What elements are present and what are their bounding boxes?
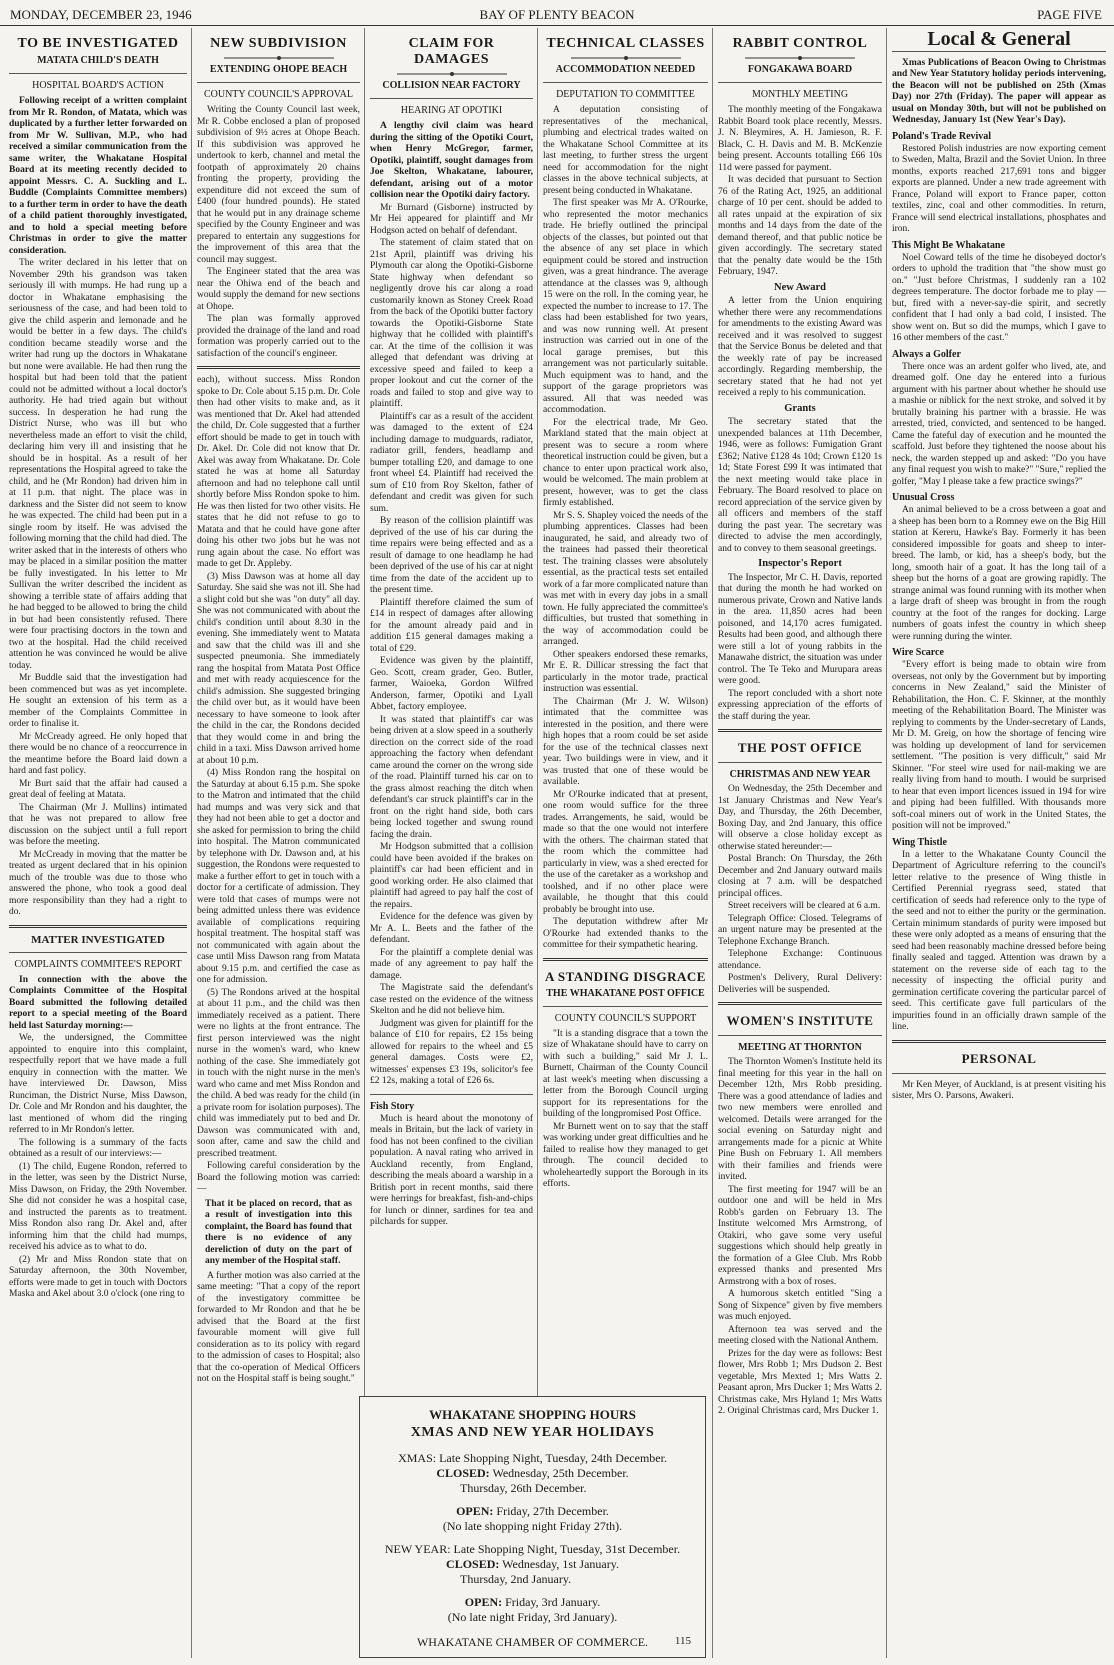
article-headline: THE POST OFFICE: [737, 740, 863, 755]
ad-value: Friday, 3rd January.: [505, 1595, 601, 1609]
paragraph: Mr O'Rourke indicated that at present, one room would suffice for the three trades. Arrangements, he said, would be made so that the one would not interfere with the others. The chairman stated that the room which the committee had particularly in view, was a shed erected for the use of the caretaker as a workshop and toolshed, and if no other place were available, he thought that this could probably be brought into use.: [543, 789, 708, 915]
column-6: [889, 28, 1109, 1660]
article-lead: In connection with the above the Complaints Committee of the Hospital Board submitted the following detailed report to a special meeting of the Board held last Saturday morning:—: [9, 974, 187, 1031]
notice: Xmas Publications of Beacon Owing to Christmas and New Year Statutory holiday periods intervening, the Beacon will not be published on 25th (Xmas Day) nor 27th (Friday). The paper will appear as usual on Monday 30th, but will not be published on Wednesday, January 1st (New Year's Day).: [892, 57, 1106, 125]
ad-line: XMAS: Late Shopping Night, Tuesday, 24th December.: [398, 1451, 667, 1465]
paragraph: Mr Burt said that the affair had caused a great deal of feeling at Matata.: [9, 778, 187, 800]
section-title: Local & General: [927, 28, 1071, 50]
paragraph: Mr Burnard (Gisborne) instructed by Mr Hei appeared for plaintiff and Mr Hodgson acted on behalf of defendant.: [370, 202, 533, 236]
article-subheading: DEPUTATION TO COMMITTEE: [556, 89, 695, 100]
divider: [9, 925, 187, 928]
paragraph: Plaintiff therefore claimed the sum of £14 in respect of damages after allowing for the amount already paid and in addition £15 general damages making a total of £29.: [370, 597, 533, 654]
column-3: [367, 28, 536, 1388]
ad-line: Thursday, 26th December.: [460, 1481, 587, 1495]
column-5: [715, 28, 885, 1660]
column-rule: [191, 28, 192, 1658]
ad-line: [360, 1466, 705, 1481]
article-subheading: MONTHLY MEETING: [751, 89, 849, 100]
ad-line: [360, 1595, 705, 1610]
paragraph: Writing the County Council last week, Mr R. Cobbe enclosed a plan of proposed subdivision of 9½ acres at Ohope Beach. If this subdivision was approved he undertook to kerb, channel and metal the footpath of approximately 20 chains fronting the property, providing the expenditure did not exceed the sum of £400 (four hundred pounds). He stated that he would put in any drainage scheme specified by the County Engineer and was prepared to entertain any suggestions for the improvement of this area that the council may suggest.: [197, 105, 360, 265]
ad-value: Wednesday, 25th December.: [492, 1466, 629, 1480]
paragraph: A humorous sketch entitled "Sing a Song of Sixpence" given by five members was much enjoyed.: [718, 1289, 882, 1322]
column-4: [540, 28, 711, 1388]
paragraph: Restored Polish industries are now exporting cement to Sweden, Malta, Brazil and the Soviet Union. In three months, exports reached 217,691 tons and bigger exports are planned. Under a new trade agreement with France, Poland will export to France paper, cotton textiles, zinc, coal and other commodities. In return, France will send electrical installations, phosphates and iron.: [892, 143, 1106, 234]
divider: [197, 82, 360, 83]
article-headline: WOMEN'S INSTITUTE: [726, 1013, 874, 1028]
paragraph: each), without success. Miss Rondon spoke to Dr. Cole about 5.15 p.m. Dr. Cole then had other visits to make and, as it was mentioned that Dr. Akel had attended the child, Dr. Cole suggested that a further effort should be made to get in touch with Dr. Akel. Dr. Cole did not know that Dr. Akel was away from Whakatane. Dr. Cole stated he was at home all Saturday afternoon and had no telephone call until shortly before Miss Rondon spoke to him. He was then listed for two other visits. He states that he did not refuse to go to Matata and that he could have gone after doing his other two jobs but he was not rung again about the case. No effort was made to get Dr. Appleby.: [197, 375, 360, 569]
masthead: [0, 0, 1114, 26]
paragraph: Much is heard about the monotony of meals in Britain, but the lack of variety in food has not been confined to the civilian population. A naval rating who arrived in Auckland recently, from England, describing the meals aboard a warship in a British port in recent months, said there were herrings for breakfast, fish-and-chips for lunch or dinner, sardines for tea and pilchards for supper.: [370, 1113, 533, 1227]
paragraph: Mr McCready in moving that the matter be treated as urgent declared that in his opinion much of the trouble was due to those who answered the phone, who took a good deal more responsibility than they had a right to do.: [9, 849, 187, 917]
paragraph: Mr Ken Meyer, of Auckland, is at present visiting his sister, Mrs O. Parsons, Awakeri.: [892, 1079, 1106, 1101]
article-subheading: MATATA CHILD'S DEATH: [37, 55, 159, 66]
paragraph: Following careful consideration by the Board the following motion was carried:—: [197, 1161, 360, 1194]
paragraph: It was decided that pursuant to Section 76 of the Rating Act, 1925, an additional charge of 10 per cent. should be added to all rates unpaid at the expiration of six months and 14 days from the date of the demand thereof, and that public notice be given accordingly. The secretary stated that the penalty date would be the 15th February, 1947.: [718, 175, 882, 277]
article-subheading: HEARING AT OPOTIKI: [400, 105, 503, 116]
paragraph: Postmen's Delivery, Rural Delivery: Deliveries will be suspended.: [718, 973, 882, 995]
divider: [718, 1035, 882, 1036]
item-heading: Poland's Trade Revival: [892, 130, 992, 142]
article-subheading: COUNTY COUNCIL'S APPROVAL: [203, 89, 354, 100]
page-number: PAGE FIVE: [1037, 7, 1102, 22]
paragraph: The report concluded with a short note expressing appreciation of the efforts of the staff during the year.: [718, 688, 882, 722]
divider: [718, 729, 882, 732]
ornament-rule-icon: [224, 55, 334, 61]
paragraph: Other speakers endorsed these remarks, Mr E. R. Dillicar stressing the fact that particularly in the motor trade, practical instruction was essential.: [543, 649, 708, 694]
divider: [892, 1040, 1106, 1043]
ad-label: CLOSED:: [436, 1466, 490, 1480]
divider: [9, 73, 187, 74]
column-2: [194, 28, 363, 1660]
section-heading: Inspector's Report: [758, 558, 842, 569]
divider: [370, 1094, 533, 1095]
paragraph: The first speaker was Mr A. O'Rourke, who represented the motor mechanics trade. He briefly outlined the principal objects of the classes, but pointed out that the absence of any set place in which equipment could be stored and instruction given, was a great hindrance. The average attendance at the classes was 9, although 15 were on the roll. In the coming year, he expected the number to increase to 17. The class had been established for two years, and was now running well. At present instruction was carried out in one of the local garage premises, but this arrangement was not particularly suitable. Much equipment was to hand, and the support of the garage proprietors was assured. All that was needed was accommodation.: [543, 198, 708, 415]
item-heading: Wire Scarce: [892, 647, 944, 658]
paragraph: The secretary stated that the unexpended balances at 11th December, 1946, were as follows: Fumigation Grant £362; Native £128 4s 10d; Crown £120 1s 1d; State Forest £99 It was intimated that the next meeting would take place in February. The Board resolved to place on record appreciation of the service given by all officers and members of the staff during the past year. The secretary was directed to advise the men accordingly, and to convey to them seasonal greetings.: [718, 417, 882, 554]
paragraph: The Engineer stated that the area was near the Ohiwa end of the beach and would supply the demand for new sections at Ohope.: [197, 267, 360, 312]
divider: [197, 366, 360, 369]
paragraph: Postal Branch: On Thursday, the 26th December and 2nd January outward mails closing at 7 a.m. will be despatched principal offices.: [718, 854, 882, 899]
paragraph: It was stated that plaintiff's car was being driven at a slow speed in a southerly direction on the correct side of the road approaching the factory when defendant came around the corner on the wrong side of the road. Plaintiff turned his car on to the grass almost reaching the ditch when defendant's car struck plaintiff's car in the front on the right hand side, both cars being locked together and swung round facing the drain.: [370, 714, 533, 840]
divider: [370, 98, 533, 99]
divider: [892, 1073, 1106, 1074]
ad-number: 115: [674, 1635, 691, 1647]
paragraph: The following is a summary of the facts obtained as a result of our interviews:—: [9, 1137, 187, 1159]
paragraph: We, the undersigned, the Committee appointed to enquire into this complaint, respectfully report that we have made a full enquiry in connection with the matter. We have interviewed Dr. Dawson, Miss Runciman, the District Nurse, Miss Dawson, Dr. Cole and Mr Rondon and his daughter, the last mentioned of whom did the ringing referred to in Mr Rondon's letter.: [9, 1033, 187, 1135]
paragraph: Plaintiff's car as a result of the accident was damaged to the extent of £24 including damage to mudguards, radiator, radiator grill, fenders, headlamp and bumper totalling £20, and damage to one front wheel £4. Plaintiff had received the sum of £10 from Roy Skelton, father of defendant and credit was given for such sum.: [370, 411, 533, 514]
article-lead: A lengthy civil claim was heard during the sitting of the Opotiki Court, when Henry McGregor, farmer, Opotiki, plaintiff, sought damages from Joe Skelton, Whakatane, labourer, defendant, arising out of a motor collision near the Opotiki dairy factory.: [370, 121, 533, 200]
article-headline: CLAIM FOR DAMAGES: [408, 36, 495, 67]
ad-signature: WHAKATANE CHAMBER OF COMMERCE.: [416, 1635, 649, 1649]
paragraph: The first meeting for 1947 will be an outdoor one and will be held in Mrs Robb's garden on February 13. The Institute welcomed Mrs Armstrong, of Otakiri, who gave some very useful suggestions which should help greatly in the formation of a Glee Club. Mrs Robb expressed thanks and presented Mrs Armstrong with a box of roses.: [718, 1184, 882, 1287]
paragraph: Evidence was given by the plaintiff, Geo. Scott, cream grader, Geo. Butler, farmer, Waioeka, Gordon Wilfred Anderson, farmer, Opotiki and Lyall Abbet, factory employee.: [370, 656, 533, 712]
paragraph: The Magistrate said the defendant's case rested on the evidence of the witness Skelton and he did not believe him.: [370, 983, 533, 1016]
paragraph: Mr Burnett went on to say that the staff was working under great difficulties and he failed to realise how they managed to get through. The council decided to wholeheartedly support the Borough in its efforts.: [543, 1121, 708, 1189]
paragraph: Mr S. S. Shapley voiced the needs of the plumbing apprentices. Classes had been inaugurated, he said, and already two of the trainees had passed their theoretical test. The training classes were absolutely essential, as the practical tests set entailed work of a far more complicated nature than was met with in every day jobs in a small town. He fully appreciated the committee's difficulties, but trusted that something in the way of accommodation could be arranged.: [543, 510, 708, 647]
paragraph: "Every effort is being made to obtain wire from overseas, not only by the Government but by importing concerns in New Zealand," said the Minister of Rehabilitation, the Hon. C. F. Skinner, at the monthly meeting of the Rehabilitation Board. The Minister was replying to comments by the Under-secretary of Lands, Mr D. M. Greig, on how the shortage of fencing wire was holding up development of land for servicemen settlement. "The position is very difficult," said Mr Skinner. "For steel wire used for nail-making we are really living from hand to mouth. I would be surprised to hear that even import licences issued in 194 for wire and piping had been fulfilled. With thousands more soft-coal miners out of work in the United States, the position will not be improved.": [892, 660, 1106, 831]
paragraph: The statement of claim stated that on 21st April, plaintiff was driving his Plymouth car along the Opotiki-Gisborne State highway when defendant so negligently drove his car along a road customarily known as Stoney Creek Road from the back of the Opotiki butter factory towards the Opotiki-Gisborne State highway that he collided with plaintiff's car. At the time of the collision it was alleged that defendant was driving at excessive speed and failed to keep a proper lookout and cut the corner of the roads and failed to stop and give way to plaintiff.: [370, 238, 533, 409]
paragraph: (4) Miss Rondon rang the hospital on the Saturday at about 6.15 p.m. She spoke to the Matron and intimated that the child had mumps and was very sick and that they had not been able to get a doctor and she asked for permission to bring the child into hospital. The Matron communicated by telephone with Dr. Dawson and, at his suggestion, the Rondons were requested to make a further effort to get in touch with a doctor for a certificate of admission. They were told that cases of mumps were not being admitted unless there was evidence available of complications requiring hospital treatment. The hospital staff was not communicated with again about the case until Miss Dawson rang from Matata about 9.15 p.m. and certified the case as one for admission.: [197, 768, 360, 985]
paragraph: The writer declared in his letter that on November 29th his grandson was taken seriously ill with mumps. He had rung up a doctor in Whakatane emphasising the seriousness of the case, and had been told to give the child asperin and lemonade and he would be better in a few days. The child's condition became steadily worse and the writer had rung up the doctors in Whakatane but none were available. He had then rung the hospital but had been told that the patient could not be admitted without a local doctor's authority. He had tried again but without success. In desperation he had rung the District Nurse, who was ill but who nevertheless made an effort to visit the child, declaring him very ill and insisting that he should be in hospital. As a result of her representations the Hospital agreed to take the child, and he (Mr Rondon) had driven him in at 11 p.m. that night. The place was in darkness and the Sister did not seem to know he was expected. The child had been put in a single room by itself. He was advised the following morning that the child had died. The writer asked that in the interests of others who may be placed in a similar position the matter be fully investigated. In his letter to Mr Sullivan the writer described the incident as showing a terrible state of affairs adding that he had begged to be allowed to bring the child in but had been consistently refused. There were four practising doctors in the town and two at the hospital. Had the child received attention he was convinced he would be alive today.: [9, 258, 187, 671]
ornament-rule-icon: [745, 55, 855, 61]
article-headline: TO BE INVESTIGATED: [17, 36, 179, 51]
ad-label: OPEN:: [456, 1504, 494, 1518]
paragraph: By reason of the collision plaintiff was deprived of the use of his car during the time repairs were being effected and as a result of damage to one headlamp he had been deprived of the use of his car at night time from the date of the accident up to the present time.: [370, 516, 533, 595]
paragraph: In a letter to the Whakatane County Council the Department of Agriculture referring to the council's letter relative to the presence of Wing thistle in Certified Perennial ryegrass seed, stated that certification of seeds had reference only to the type of the seed and not to either the purity or the germination. Certain minimum standards of purity were imposed but these were only adopted as a means of ensuring that the seed had been reasonably machine dressed before being finally sealed and tagged. Attention was drawn by a statement on the reverse side of each tag to the necessity of inspecting the official purity and germination certificate covering the particular parcel of seed. This certificate gave full particulars of the impurities found in an officially drawn sample of the line.: [892, 849, 1106, 1032]
article-subheading: ACCOMMODATION NEEDED: [555, 64, 696, 75]
article-subheading: MEETING AT THORNTON: [738, 1042, 862, 1053]
paragraph: For the electrical trade, Mr Geo. Markland stated that the main object at present was to secure a room where theoretical instruction could be given, but a chance to enter upon practical work also, would be welcomed. The main problem at present, however, was to get the class firmly established.: [543, 417, 708, 508]
ad-label: OPEN:: [464, 1595, 503, 1609]
divider: [718, 1002, 882, 1005]
article-subheading: THE WHAKATANE POST OFFICE: [546, 987, 705, 999]
paragraph: (5) The Rondons arived at the hospital at about 11 p.m., and the child was then immediately received as a patient. There were no lights at the front entrance. The first person interviewed was the night nurse in the women's ward, who knew nothing of the case. She immediately got in touch with the night nurse in the men's ward who came and met Miss Rondon and the child. A bed was ready for the child (in a private room for isolation purposes). The child was immediately put to bed and Dr. Dawson was communicated with and, soon after, came and saw the child and prescribed treatment.: [197, 987, 360, 1159]
divider: [543, 1006, 708, 1007]
paragraph: The monthly meeting of the Fongakawa Rabbit Board took place recently, Messrs. J. N. Bleymires, A. H. Jamieson, R. F. Black, C. H. Davis and M. B. McKenzie being present. Accounts totalling £66 10s 11d were passed for payment.: [718, 105, 882, 173]
article-subheading: CHRISTMAS AND NEW YEAR: [729, 769, 871, 780]
ad-line: (No late shopping night Friday 27th).: [442, 1519, 623, 1533]
paragraph: A letter from the Union enquiring whether there were any recommendations for amendments to the existing Award was received and it was resolved to suggest that the Service Bonus be deleted and that the weekly rate of pay be increased accordingly. Regarding membership, the secretary stated that he had not yet received a reply to his communication.: [718, 296, 882, 398]
article-subheading: EXTENDING OHOPE BEACH: [209, 64, 348, 75]
ad-label: CLOSED:: [446, 1557, 500, 1571]
ad-title: WHAKATANE SHOPPING HOURS: [429, 1407, 636, 1422]
ad-subtitle: XMAS AND NEW YEAR HOLIDAYS: [410, 1425, 655, 1440]
article-headline: MATTER INVESTIGATED: [31, 933, 165, 946]
paragraph: There once was an ardent golfer who lived, ate, and dreamed golf. One day he entered into a furious argument with his partner about whether he should use a mashie or niblick for the next stroke, and solved it by brutally braining his partner with a brassie. He was arrested, tried, convicted, and sentenced to be hanged. Came the fateful day of execution and he mounted the scaffold. Just before they tightened the noose about his neck, the warden stepped up and asked: "Do you have any final request you wish to make?" "Sure," replied the golfer, "May I please take a few practice swings?": [892, 361, 1106, 487]
ad-line: (No late night Friday, 3rd January).: [447, 1610, 618, 1624]
paragraph: (1) The child, Eugene Rondon, referred to in the letter, was seen by the District Nurse, Miss Dawson, on Friday, the 29th November. She did not consider he was a hospital case, and instructed the parents as to treatment. Miss Rondon also rang Dr. Akel and, after informing him that the child had mumps, received his advice as to what to do.: [9, 1161, 187, 1252]
paragraph: Mr McCready agreed. He only hoped that there would be no chance of a reoccurrence in the meantime before the Board laid down a hard and fast policy.: [9, 731, 187, 776]
divider: [543, 82, 708, 83]
article-headline: RABBIT CONTROL: [732, 36, 868, 51]
paragraph: On Wednesday, the 25th December and 1st January Christmas and New Year's Day, and Thursday, the 26th December, Boxing Day, and 2nd January, this office will observe a close holiday except as otherwise stated hereunder:—: [718, 784, 882, 852]
section-heading: New Award: [773, 281, 826, 293]
paragraph: Street receivers will be cleared at 6 a.m.: [728, 901, 881, 911]
paragraph: For the plaintiff a complete denial was made of any agreement to pay half the damage.: [370, 947, 533, 981]
article-subheading: COMPLAINTS COMMITEE'S REPORT: [14, 958, 182, 970]
article-subheading: FONGAKAWA BOARD: [747, 64, 853, 75]
article-subheading: COLLISION NEAR FACTORY: [382, 80, 521, 91]
paragraph: The Chairman (Mr J. Mullins) intimated that he was not prepared to allow free discussion on the subject until a full report was before the meeting.: [9, 802, 187, 847]
section-heading: Grants: [784, 402, 816, 414]
paragraph: The deputation withdrew after Mr O'Rourke had extended thanks to the committee for their sympathetic hearing.: [543, 917, 708, 950]
paragraph: The Inspector, Mr C. H. Davis, reported that during the month he had worked on numerous private, Crown and Native lands in the area. 11,850 acres had been poisoned, and 14,170 acres fumigated. Results had been good, and although there were still a lot of young rabbits in the Manawahe district, the situation was under control. The Te Teko and Murupara areas were good.: [718, 572, 882, 686]
item-heading: Always a Golfer: [892, 348, 961, 360]
paragraph: Afternoon tea was served and the meeting closed with the National Anthem.: [718, 1324, 882, 1346]
paragraph: (2) Mr and Miss Rondon state that on Saturday afternoon, the 30th November, efforts were made to get in touch with Doctors Maska and Akel about 3.0 o'clock (one ring to: [9, 1254, 187, 1299]
article-headline: A STANDING DISGRACE: [545, 968, 706, 984]
paragraph: An animal believed to be a cross between a goat and a sheep has been born to a Romney ewe on the Big Hill station at Kereru, Hawke's Bay. Formerly it has been considered impossible for goats and sheep to inter-breed. The lamb, or kid, has a sheep's body, but the long, smooth hair of a goat. It has the long tail of a sheep but the horns of a goat are growing rapidly. The strange animal was found running with its mother when a large draft of sheep was brought in from the rough country at the foot of the ranges for docking. Large numbers of goats infest the country in which sheep were running during the winter.: [892, 505, 1106, 642]
ad-footer: [360, 1635, 705, 1650]
ad-line: Thursday, 2nd January.: [460, 1572, 572, 1586]
article-headline: TECHNICAL CLASSES: [546, 36, 705, 51]
article-subheading: HOSPITAL BOARD'S ACTION: [32, 80, 164, 91]
paragraph: Judgment was given for plaintiff for the balance of £10 for repairs, £2 15s being allowed for repairs to the wheel and £5 general damages. Costs were £2, witnesses' expenses £3 19s, solicitor's fee £2 12s, making a total of £26 6s.: [370, 1018, 533, 1086]
ornament-rule-icon: [397, 71, 507, 77]
divider: [9, 952, 187, 953]
paragraph: Telegraph Office: Closed. Telegrams of an urgent nature may be presented at the Telephone Exchange Branch.: [718, 913, 882, 947]
divider: [543, 958, 708, 961]
divider: [718, 762, 882, 763]
column-1: [6, 28, 190, 1660]
paragraph: A further motion was also carried at the same meeting: "That a copy of the report of the investigatory committee be forwarded to Mr Rondon and that he be advised that the Board at the first favourable moment will give full consideration as to its policy with regard to the admission of cases to Hospital; also that the co-operation of Medical Officers not on the Hospital staff is being sought.": [197, 1270, 360, 1384]
paragraph: The Chairman (Mr J. W. Wilson) intimated that the committee was interested in the position, and there were high hopes that a room could be set aside for the use of the technical classes next year. Two buildings were in view, and it was trusted that one of these would be available.: [543, 696, 708, 787]
section-heading: Fish Story: [370, 1100, 415, 1112]
ad-value: Wednesday, 1st January.: [502, 1557, 619, 1571]
paragraph: The Thornton Women's Institute held its final meeting for this year in the hall on December 12th, Mrs Robb presiding. There was a good attendance of ladies and two new members were enrolled and welcomed. Details were arranged for the social evening on Saturday night and arrangements made for a picnic at White Pine Bush on February 1. All members with their families and friends were invited.: [718, 1057, 882, 1182]
paragraph: "It is a standing disgrace that a town the size of Whakatane should have to carry on with such a building," said Mr J. L. Burnett, Chairman of the County Council at last week's meeting when discussing a letter from the Borough Council urging support for its representations for the building of the longpromised Post Office.: [543, 1028, 708, 1119]
resolution: That it be placed on record, that as a result of investigation into this complaint, the Board has found that there is no evidence of any dereliction of duty on the part of any member of the Hospital staff.: [205, 1198, 352, 1266]
divider: [718, 82, 882, 83]
divider: [892, 51, 1106, 52]
ad-line: [360, 1504, 705, 1519]
item-heading: Wing Thistle: [892, 836, 947, 848]
ornament-rule-icon: [571, 55, 681, 61]
paragraph: Prizes for the day were as follows: Best flower, Mrs Robb 1; Mrs Dudson 2. Best vegetable, Mrs Mexted 1; Mrs Watts 2. Peasant apron, Mrs Ducker 1; Mrs Watts 2. Christmas cake, Mrs Hyland 1; Mrs Watts 2. Original Christmas card, Mrs Ducker 1.: [718, 1348, 882, 1416]
column-rule: [886, 28, 887, 1658]
paragraph: Mr Hodgson submitted that a collision could have been avoided if the brakes on plaintiff's car had been efficient and in good working order. He also claimed that plaintiff had agreed to pay half the cost of the repairs.: [370, 842, 533, 910]
item-heading: Unusual Cross: [892, 492, 955, 503]
article-lead: Following receipt of a written complaint from Mr R. Rondon, of Matata, which was duplicated by a further letter forwarded on from Mr W. Sullivan, M.P., who had received a similar communication from the same writer, the Whakatane Hospital Board at its meeting recently decided to appoint Messrs. C. A. Suckling and L. Buddle (Complaints Committee members) to a further term in order to have the death of a child patient thoroughly investigated, and to hold a special meeting before Christmas in order to give the matter consideration.: [9, 96, 187, 256]
ad-value: Friday, 27th December.: [496, 1504, 609, 1518]
paragraph: Telephone Exchange: Continuous attendance.: [718, 949, 882, 971]
paragraph: Noel Coward tells of the time he disobeyed doctor's orders to uphold the tradition that "the show must go on." "Just before Christmas, I suddenly ran a 102 degrees temperature. The doctor forbade me to play —but, fired with a never-say-die spirit, and secretly confident that I had only a bad cold, I insisted. The show went on. But so did the mumps, which I gave to 16 other members of the cast.": [892, 252, 1106, 343]
article-subheading: COUNTY COUNCIL'S SUPPORT: [554, 1012, 697, 1024]
article-headline: PERSONAL: [961, 1050, 1037, 1066]
issue-date: MONDAY, DECEMBER 23, 1946: [10, 7, 192, 22]
ad-line: NEW YEAR: Late Shopping Night, Tuesday, 31st December.: [384, 1542, 681, 1556]
article-headline: NEW SUBDIVISION: [210, 36, 347, 51]
item-heading: This Might Be Whakatane: [892, 239, 1005, 251]
paragraph: The plan was formally approved provided the drainage of the land and road formation was properly carried out to the satisfaction of the council's engineer.: [197, 314, 360, 359]
paper-name: BAY OF PLENTY BEACON: [479, 7, 635, 22]
paragraph: A deputation consisting of representatives of the mechanical, plumbing and electrical trades waited on the Whakatane School Committee at its last meeting, to further stress the urgent need for accommodation for the night classes in the above technical subjects, at present being conducted in Whakatane.: [543, 105, 708, 196]
column-rule: [712, 28, 713, 1658]
paragraph: Mr Buddle said that the investigation had been commenced but was as yet incomplete. He sought an extension of his term as a member of the Complaints Committee in order to finalise it.: [9, 673, 187, 729]
ad-line: [360, 1557, 705, 1572]
shopping-hours-advertisement: [359, 1396, 706, 1658]
paragraph: Evidence for the defence was given by Mr A. L. Beets and the father of the defendant.: [370, 912, 533, 945]
paragraph: (3) Miss Dawson was at home all day Saturday. She said she was not ill. She had a slight cold but she was "on duty" all day. She was not communicated with about the child's condition until about 8.30 in the evening. She immediately went to Matata and saw that the child was ill and she suspected pneumonia. She immediately rang the hospital from Matata Post Office and met with ready acquiescence for the child's admission. She suggested bringing the child over but, as it would have been necessary to have someone to look after the child in the car, the Rondons decided that they would come in and bring the child in a taxi. Miss Dawson arrived home at about 10 p.m.: [197, 571, 360, 766]
